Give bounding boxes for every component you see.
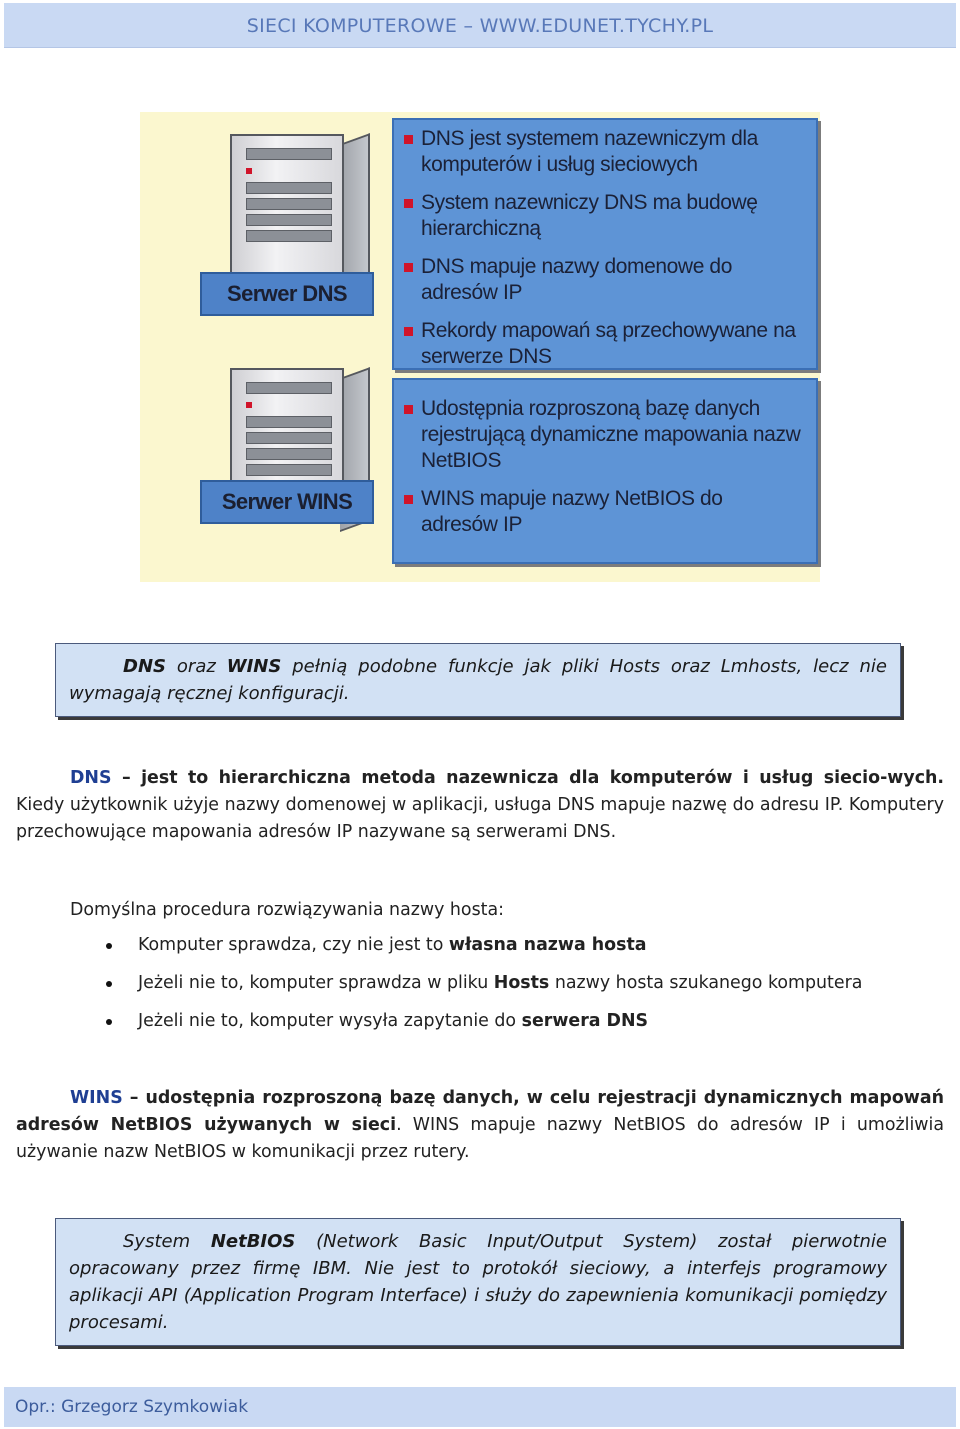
bullet-square-icon <box>404 199 413 208</box>
wins-bullet: WINS mapuje nazwy NetBIOS do adresów IP <box>404 486 804 538</box>
wins-server-label: Serwer WINS <box>200 480 374 524</box>
dns-wins-figure <box>140 112 820 582</box>
note-text: DNS oraz WINS pełnią podobne funkcje jak pliki Hosts oraz Lmhosts, lecz nie wymagają ręcznej konfiguracji. <box>69 656 887 704</box>
server-tower <box>230 134 344 288</box>
bullet-square-icon <box>404 327 413 336</box>
bullet-dot-icon <box>106 981 112 987</box>
header-title: SIECI KOMPUTEROWE – WWW.EDUNET.TYCHY.PL <box>246 15 714 37</box>
procedure-list <box>100 932 862 1046</box>
list-item: Jeżeli nie to, komputer wysyła zapytanie do serwera DNS <box>100 1008 862 1046</box>
dns-info-panel <box>392 118 818 370</box>
dns-bullet: DNS mapuje nazwy domenowe do adresów IP <box>404 254 804 306</box>
dns-bullet: System nazewniczy DNS ma budowę hierarchiczną <box>404 190 804 242</box>
footer-author: Opr.: Grzegorz Szymkowiak <box>15 1397 249 1417</box>
page-footer <box>4 1387 956 1427</box>
note-box-dns-wins <box>55 643 901 717</box>
dns-bullet: Rekordy mapowań są przechowywane na serwerze DNS <box>404 318 804 370</box>
wins-term: WINS <box>70 1088 123 1108</box>
dns-term: DNS <box>70 768 112 788</box>
wins-info-panel <box>392 378 818 564</box>
bullet-square-icon <box>404 135 413 144</box>
dns-server-label: Serwer DNS <box>200 272 374 316</box>
bullet-square-icon <box>404 263 413 272</box>
list-item: Jeżeli nie to, komputer sprawdza w pliku Hosts nazwy hosta szukanego komputera <box>100 970 862 1008</box>
bullet-dot-icon <box>106 1019 112 1025</box>
wins-bullet: Udostępnia rozproszoną bazę danych rejestrującą dynamiczne mapowania nazw NetBIOS <box>404 396 804 474</box>
note-text: System NetBIOS (Network Basic Input/Output System) został pierwotnie opracowany przez firmę IBM. Nie jest to protokół sieciowy, a interfejs programowy aplikacji API (Application Program Interface) i służy do zapewnienia komunikacji pomiędzy procesami. <box>69 1231 888 1333</box>
page-header <box>4 3 956 48</box>
bullet-square-icon <box>404 405 413 414</box>
bullet-square-icon <box>404 495 413 504</box>
list-item: Komputer sprawdza, czy nie jest to własna nazwa hosta <box>100 932 862 970</box>
wins-definition-paragraph: WINS – udostępnia rozproszoną bazę danych, w celu rejestracji dynamicznych mapowań adresów NetBIOS używanych w sieci. WINS mapuje nazwy NetBIOS do adresów IP i umożliwia używanie nazw NetBIOS w komunikacji przez rutery. <box>16 1088 945 1162</box>
dns-bullet: DNS jest systemem nazewniczym dla komputerów i usług sieciowych <box>404 126 804 178</box>
note-box-netbios <box>55 1218 901 1346</box>
bullet-dot-icon <box>106 943 112 949</box>
dns-definition-paragraph: DNS – jest to hierarchiczna metoda nazewnicza dla komputerów i usług siecio-wych. Kiedy użytkownik użyje nazwy domenowej w aplikacji, usługa DNS mapuje nazwę do adresu IP. Komputery przechowujące mapowania adresów IP nazywane są serwerami DNS. <box>16 768 944 842</box>
procedure-title: Domyślna procedura rozwiązywania nazwy hosta: <box>70 900 504 920</box>
